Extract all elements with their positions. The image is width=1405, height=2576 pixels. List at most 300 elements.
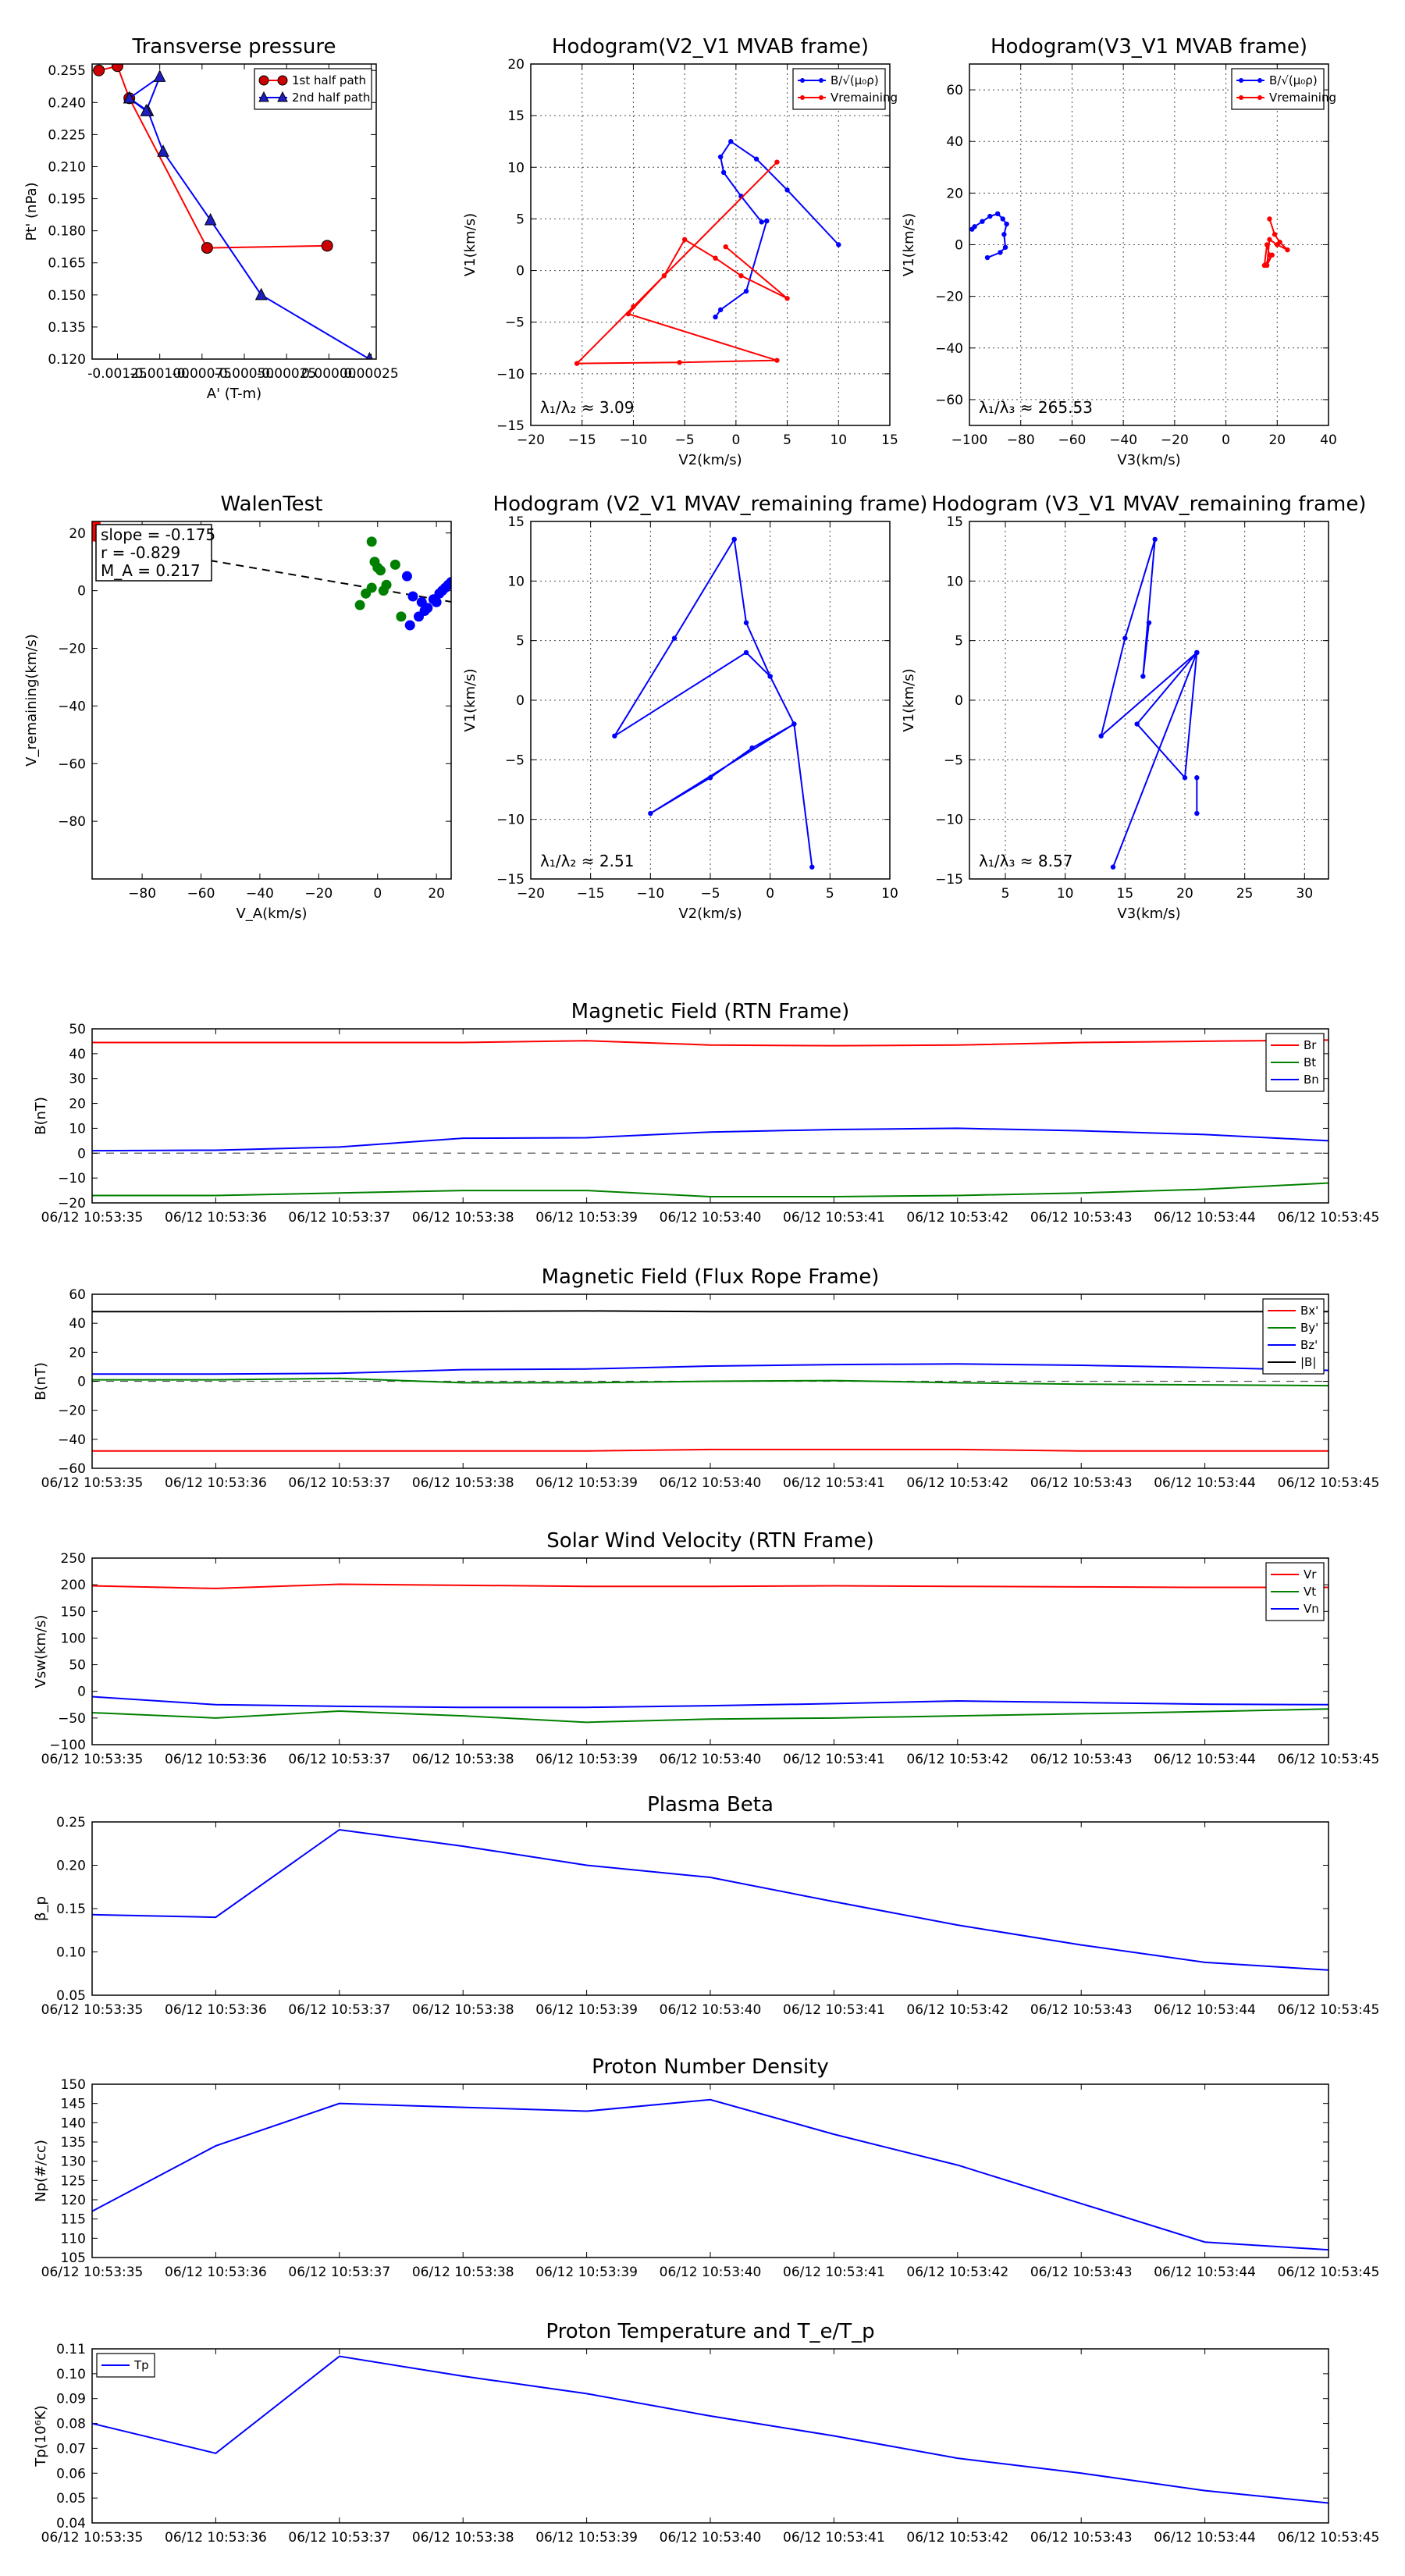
x-tick-label: 06/12 10:53:39 xyxy=(535,1210,638,1226)
ratio-annotation: λ₁/λ₂ ≈ 3.09 xyxy=(540,398,635,417)
legend-marker xyxy=(1257,95,1262,100)
series-line-Bn xyxy=(92,1128,1329,1151)
y-tick-label: −10 xyxy=(935,812,963,828)
stats-line: r = -0.829 xyxy=(101,543,181,562)
x-tick-label: 06/12 10:53:45 xyxy=(1277,1210,1380,1226)
series-line-0 xyxy=(92,2100,1329,2250)
y-tick-label: −20 xyxy=(935,289,963,305)
x-tick-label: 06/12 10:53:44 xyxy=(1154,1752,1256,1767)
data-point xyxy=(724,244,728,249)
data-point xyxy=(432,597,442,607)
x-tick-label: 06/12 10:53:38 xyxy=(411,1752,514,1767)
x-tick-label: 06/12 10:53:43 xyxy=(1030,1752,1133,1767)
x-tick-label: 06/12 10:53:37 xyxy=(288,2530,391,2546)
ratio-annotation: λ₁/λ₂ ≈ 2.51 xyxy=(540,852,635,870)
x-tick-label: 06/12 10:53:39 xyxy=(535,2265,638,2280)
y-axis-label: Np(#/cc) xyxy=(33,2140,49,2202)
x-tick-label: 06/12 10:53:44 xyxy=(1154,1475,1256,1491)
series-line-By' xyxy=(92,1379,1329,1386)
chart-h3 xyxy=(462,493,927,922)
plot-frame xyxy=(92,2084,1329,2258)
series-line-Bz' xyxy=(92,1364,1329,1374)
x-tick-label: 06/12 10:53:37 xyxy=(288,2002,391,2018)
y-axis-label: V1(km/s) xyxy=(462,668,478,732)
chart-mrtn xyxy=(33,1000,1379,1226)
chart-tpp xyxy=(33,2320,1379,2546)
x-axis-label: V3(km/s) xyxy=(1117,452,1181,468)
chart-title: WalenTest xyxy=(220,493,323,516)
legend-label: Br xyxy=(1304,1038,1317,1052)
data-point xyxy=(764,219,769,223)
x-tick-label: -0.00025 xyxy=(256,366,317,382)
y-tick-label: 0.10 xyxy=(56,1944,86,1961)
x-tick-label: -0.00050 xyxy=(214,366,275,382)
y-axis-label: Pt' (nPa) xyxy=(23,182,40,241)
stats-line: slope = -0.175 xyxy=(101,525,216,544)
x-tick-label: 20 xyxy=(1176,886,1193,902)
x-tick-label: 06/12 10:53:38 xyxy=(411,2530,514,2546)
data-point xyxy=(574,361,579,365)
y-tick-label: −60 xyxy=(58,1461,86,1477)
series-line-Vt xyxy=(92,1709,1329,1722)
y-tick-label: 140 xyxy=(60,2115,86,2132)
chart-title: Proton Temperature and T_e/T_p xyxy=(546,2320,875,2343)
legend xyxy=(97,2354,155,2377)
legend-label: Vn xyxy=(1304,1602,1319,1616)
x-tick-label: 0 xyxy=(731,432,741,448)
x-tick-label: 06/12 10:53:43 xyxy=(1030,2265,1133,2280)
legend-label: Bt xyxy=(1304,1055,1317,1069)
data-point xyxy=(774,159,779,164)
x-tick-label: 15 xyxy=(881,432,898,448)
legend-label: 1st half path xyxy=(292,73,367,87)
x-tick-label: 0 xyxy=(1222,432,1230,448)
series-line-Bx' xyxy=(92,1450,1329,1451)
data-point xyxy=(767,674,772,678)
y-tick-label: 200 xyxy=(60,1578,86,1594)
data-point xyxy=(402,571,412,582)
legend-label: Vremaining xyxy=(831,91,898,105)
y-tick-label: −60 xyxy=(58,756,86,773)
y-axis-label: V1(km/s) xyxy=(462,212,478,277)
y-tick-label: −15 xyxy=(496,418,525,434)
series-line-0 xyxy=(92,1830,1329,1970)
data-point xyxy=(1267,237,1272,242)
x-tick-label: −100 xyxy=(951,432,988,448)
x-tick-label: 0 xyxy=(766,886,775,902)
chart-title: Solar Wind Velocity (RTN Frame) xyxy=(546,1529,874,1553)
y-tick-label: 15 xyxy=(946,514,963,530)
x-tick-label: 06/12 10:53:42 xyxy=(906,1210,1009,1226)
legend-label: Vremaining xyxy=(1269,91,1337,105)
y-tick-label: 100 xyxy=(60,1631,86,1647)
x-tick-label: 06/12 10:53:42 xyxy=(906,2002,1009,2018)
x-tick-label: 06/12 10:53:40 xyxy=(659,1210,762,1226)
data-point xyxy=(1194,650,1199,655)
x-tick-label: 06/12 10:53:40 xyxy=(659,2530,762,2546)
x-tick-label: 06/12 10:53:45 xyxy=(1277,1475,1380,1491)
x-tick-label: 06/12 10:53:44 xyxy=(1154,2002,1256,2018)
x-tick-label: −20 xyxy=(517,886,545,902)
y-tick-label: −20 xyxy=(58,1403,86,1419)
y-tick-label: 5 xyxy=(516,633,525,649)
series-line-Bt xyxy=(92,1183,1329,1197)
x-tick-label: 06/12 10:53:35 xyxy=(41,2002,144,2018)
legend xyxy=(1263,1299,1324,1374)
x-tick-label: 06/12 10:53:45 xyxy=(1277,2265,1380,2280)
y-tick-label: 0.20 xyxy=(56,1858,86,1874)
data-point xyxy=(731,537,736,542)
x-tick-label: 06/12 10:53:41 xyxy=(783,1210,885,1226)
data-point xyxy=(631,304,635,309)
chart-vsw xyxy=(33,1529,1379,1767)
y-tick-label: −40 xyxy=(58,699,86,715)
x-tick-label: −10 xyxy=(619,432,648,448)
y-tick-label: 0 xyxy=(77,1374,86,1390)
chart-walen xyxy=(23,493,457,922)
x-tick-label: 06/12 10:53:37 xyxy=(288,1210,391,1226)
y-tick-label: 40 xyxy=(69,1316,86,1332)
x-tick-label: 06/12 10:53:44 xyxy=(1154,2530,1256,2546)
y-tick-label: −10 xyxy=(58,1171,86,1187)
data-point xyxy=(396,611,406,621)
x-tick-label: 40 xyxy=(1320,432,1337,448)
x-tick-label: 06/12 10:53:40 xyxy=(659,1752,762,1767)
y-tick-label: 30 xyxy=(69,1071,86,1087)
chart-title: Hodogram(V2_V1 MVAB frame) xyxy=(551,35,870,59)
legend-label: Bn xyxy=(1304,1073,1319,1087)
legend-label: 2nd half path xyxy=(292,91,371,105)
data-point xyxy=(774,358,779,362)
x-tick-label: −40 xyxy=(1109,432,1138,448)
y-tick-label: −15 xyxy=(935,872,963,888)
data-point xyxy=(158,145,169,156)
y-axis-label: V1(km/s) xyxy=(901,668,917,732)
data-point xyxy=(1275,242,1279,247)
chart-np xyxy=(33,2055,1379,2280)
x-tick-label: 06/12 10:53:43 xyxy=(1030,2530,1133,2546)
y-tick-label: 0 xyxy=(77,1684,86,1700)
chart-title: Hodogram(V3_V1 MVAB frame) xyxy=(990,35,1308,59)
plot-frame xyxy=(531,64,890,425)
y-tick-label: 20 xyxy=(69,1096,86,1112)
y-tick-label: 120 xyxy=(60,2193,86,2208)
y-tick-label: −20 xyxy=(58,1196,86,1212)
x-axis-label: V2(km/s) xyxy=(678,452,742,468)
x-tick-label: 06/12 10:53:43 xyxy=(1030,2002,1133,2018)
data-point xyxy=(1194,811,1199,816)
chart-beta xyxy=(33,1793,1379,2018)
x-tick-label: −5 xyxy=(700,886,720,902)
legend-marker xyxy=(1239,95,1243,100)
chart-title: Plasma Beta xyxy=(647,1793,774,1816)
data-point xyxy=(1267,216,1272,221)
y-tick-label: 0.150 xyxy=(48,287,86,304)
x-tick-label: 06/12 10:53:41 xyxy=(783,1752,885,1767)
y-tick-label: 125 xyxy=(60,2173,86,2190)
legend xyxy=(793,69,898,109)
x-tick-label: 06/12 10:53:37 xyxy=(288,1752,391,1767)
x-tick-label: 06/12 10:53:36 xyxy=(165,1475,267,1491)
x-tick-label: −20 xyxy=(1160,432,1189,448)
y-tick-label: 0.09 xyxy=(56,2391,86,2407)
x-tick-label: 5 xyxy=(825,886,834,902)
data-point xyxy=(677,360,681,365)
series-line-Vremaining xyxy=(577,162,787,364)
chart-title: Proton Number Density xyxy=(592,2055,829,2079)
x-tick-label: 06/12 10:53:39 xyxy=(535,1752,638,1767)
y-tick-label: −40 xyxy=(935,340,963,357)
data-point xyxy=(759,219,764,224)
y-axis-label: Vsw(km/s) xyxy=(33,1614,49,1688)
x-tick-label: 06/12 10:53:44 xyxy=(1154,1210,1256,1226)
y-tick-label: 250 xyxy=(60,1551,86,1567)
x-tick-label: 06/12 10:53:35 xyxy=(41,1210,144,1226)
x-axis-label: V3(km/s) xyxy=(1117,906,1181,922)
y-tick-label: −10 xyxy=(496,366,525,382)
legend-marker xyxy=(800,95,805,100)
data-point xyxy=(1003,245,1008,250)
y-tick-label: 145 xyxy=(60,2096,86,2112)
data-point xyxy=(995,212,1000,216)
chart-h1 xyxy=(462,35,898,468)
x-tick-label: −60 xyxy=(1058,432,1087,448)
y-tick-label: 60 xyxy=(69,1287,86,1303)
x-tick-label: −60 xyxy=(187,886,215,902)
data-point xyxy=(998,250,1002,254)
y-tick-label: 0.165 xyxy=(48,255,86,272)
x-tick-label: 06/12 10:53:39 xyxy=(535,2002,638,2018)
legend-marker xyxy=(1257,78,1262,83)
data-point xyxy=(744,289,749,294)
x-tick-label: −40 xyxy=(245,886,274,902)
y-tick-label: 15 xyxy=(507,514,525,530)
x-tick-label: 06/12 10:53:41 xyxy=(783,2265,885,2280)
data-point xyxy=(372,563,382,573)
y-axis-label: β_p xyxy=(33,1896,49,1921)
data-point xyxy=(405,620,415,630)
x-tick-label: 06/12 10:53:41 xyxy=(783,2002,885,2018)
x-tick-label: 10 xyxy=(1056,886,1074,902)
data-point xyxy=(1285,247,1289,252)
x-tick-label: 5 xyxy=(783,432,791,448)
legend xyxy=(254,69,372,109)
data-point xyxy=(112,61,123,72)
x-tick-label: 06/12 10:53:43 xyxy=(1030,1210,1133,1226)
data-point xyxy=(809,865,814,870)
plot-frame xyxy=(92,1822,1329,1995)
y-tick-label: 5 xyxy=(955,633,963,649)
chart-title: Transverse pressure xyxy=(132,35,336,59)
x-tick-label: 0 xyxy=(373,886,382,902)
x-tick-label: 06/12 10:53:41 xyxy=(783,2530,885,2546)
data-point xyxy=(718,155,723,159)
x-tick-label: 06/12 10:53:44 xyxy=(1154,2265,1256,2280)
x-tick-label: 06/12 10:53:36 xyxy=(165,2265,267,2280)
x-tick-label: 06/12 10:53:41 xyxy=(783,1475,885,1491)
y-axis-label: V_remaining(km/s) xyxy=(23,634,40,767)
data-point xyxy=(672,635,677,640)
series-line-Br xyxy=(92,1040,1329,1045)
y-axis-label: Tp(10⁶K) xyxy=(33,2405,49,2467)
data-point xyxy=(721,170,726,175)
x-tick-label: −5 xyxy=(674,432,695,448)
plot-frame xyxy=(92,1029,1329,1203)
chart-h2 xyxy=(901,35,1337,468)
x-tick-label: 06/12 10:53:37 xyxy=(288,1475,391,1491)
x-tick-label: 06/12 10:53:42 xyxy=(906,1752,1009,1767)
x-tick-label: −80 xyxy=(1006,432,1035,448)
y-tick-label: 40 xyxy=(946,134,963,151)
y-tick-label: 110 xyxy=(60,2231,86,2247)
plot-frame xyxy=(92,2349,1329,2523)
data-point xyxy=(407,592,418,602)
data-point xyxy=(969,226,974,231)
series-line-Tp xyxy=(92,2357,1329,2503)
series-line-Vn xyxy=(92,1697,1329,1708)
y-tick-label: 0.06 xyxy=(56,2466,86,2482)
data-point xyxy=(612,734,617,738)
series-line-0 xyxy=(614,539,812,867)
x-tick-label: 06/12 10:53:45 xyxy=(1277,2002,1380,2018)
data-point xyxy=(1262,263,1267,268)
x-tick-label: 06/12 10:53:40 xyxy=(659,2265,762,2280)
y-tick-label: 20 xyxy=(507,57,525,73)
series-line-Vr xyxy=(92,1584,1329,1588)
y-tick-label: 20 xyxy=(69,1345,86,1361)
y-tick-label: 10 xyxy=(69,1121,86,1137)
y-tick-label: 0.120 xyxy=(48,352,86,368)
x-tick-label: -0.00125 xyxy=(87,366,148,382)
x-tick-label: 15 xyxy=(1116,886,1134,902)
data-layer xyxy=(92,2357,1329,2503)
data-point xyxy=(708,775,713,780)
x-tick-label: 06/12 10:53:43 xyxy=(1030,1475,1133,1491)
data-layer xyxy=(92,1040,1329,1197)
chart-title: Magnetic Field (RTN Frame) xyxy=(571,1000,850,1023)
legend-label: Vt xyxy=(1304,1585,1317,1599)
data-point xyxy=(1111,865,1115,870)
y-tick-label: −5 xyxy=(504,315,525,331)
x-tick-label: 0.00025 xyxy=(343,366,399,382)
y-tick-label: 50 xyxy=(69,1022,86,1037)
y-tick-label: 105 xyxy=(60,2250,86,2266)
data-point xyxy=(1267,253,1272,258)
data-layer xyxy=(969,212,1290,269)
data-point xyxy=(355,600,365,610)
data-point xyxy=(718,308,723,312)
data-point xyxy=(1264,242,1269,247)
y-tick-label: 0.05 xyxy=(56,2491,86,2507)
x-tick-label: 10 xyxy=(881,886,898,902)
x-axis-label: V2(km/s) xyxy=(678,906,742,922)
x-tick-label: 06/12 10:53:38 xyxy=(411,2002,514,2018)
y-tick-label: −50 xyxy=(58,1710,86,1727)
data-point xyxy=(648,811,653,816)
y-tick-label: −100 xyxy=(49,1738,86,1753)
y-tick-label: 0.240 xyxy=(48,95,86,112)
x-tick-label: 06/12 10:53:37 xyxy=(288,2265,391,2280)
y-tick-label: 0.10 xyxy=(56,2366,86,2382)
legend-label: Bz' xyxy=(1300,1338,1318,1352)
data-point xyxy=(784,296,789,301)
x-tick-label: 06/12 10:53:42 xyxy=(906,1475,1009,1491)
y-tick-label: −20 xyxy=(58,641,86,657)
x-tick-label: −20 xyxy=(304,886,333,902)
x-tick-label: 06/12 10:53:39 xyxy=(535,2530,638,2546)
y-tick-label: 150 xyxy=(60,1604,86,1621)
y-axis-label: B(nT) xyxy=(33,1362,49,1400)
x-tick-label: 06/12 10:53:45 xyxy=(1277,2530,1380,2546)
data-point xyxy=(626,311,631,316)
series-line-0 xyxy=(1101,539,1197,867)
data-point xyxy=(662,273,667,278)
series-line-Vremaining xyxy=(1264,219,1288,265)
data-point xyxy=(201,243,212,254)
x-tick-label: 06/12 10:53:38 xyxy=(411,2265,514,2280)
chart-title: Hodogram (V2_V1 MVAV_remaining frame) xyxy=(493,493,928,516)
y-tick-label: 135 xyxy=(60,2135,86,2151)
y-tick-label: 0 xyxy=(77,1146,86,1162)
y-tick-label: 0 xyxy=(955,693,963,709)
legend-marker xyxy=(259,76,269,85)
y-tick-label: 115 xyxy=(60,2211,86,2228)
x-tick-label: 06/12 10:53:42 xyxy=(906,2530,1009,2546)
x-tick-label: 06/12 10:53:35 xyxy=(41,1475,144,1491)
legend xyxy=(1266,1034,1324,1091)
x-tick-label: -0.00075 xyxy=(172,366,233,382)
x-tick-label: -0.00100 xyxy=(130,366,190,382)
x-axis-label: V_A(km/s) xyxy=(236,906,308,922)
y-tick-label: 0.05 xyxy=(56,1988,86,2004)
ratio-annotation: λ₁/λ₃ ≈ 8.57 xyxy=(979,852,1073,870)
data-point xyxy=(1134,721,1139,726)
chart-title: Hodogram (V3_V1 MVAV_remaining frame) xyxy=(931,493,1367,516)
y-tick-label: 5 xyxy=(516,212,525,228)
data-point xyxy=(713,315,717,319)
chart-h4 xyxy=(901,493,1366,922)
data-point xyxy=(987,214,992,219)
legend-marker xyxy=(278,76,287,85)
y-tick-label: 10 xyxy=(507,574,525,590)
y-tick-label: 0.15 xyxy=(56,1902,86,1917)
legend-marker xyxy=(819,78,823,83)
y-tick-label: 0.180 xyxy=(48,223,86,240)
legend-label: Bx' xyxy=(1300,1304,1319,1318)
data-point xyxy=(784,187,789,192)
legend xyxy=(1232,69,1336,109)
data-point xyxy=(420,606,430,616)
data-point xyxy=(364,353,375,364)
x-tick-label: 06/12 10:53:36 xyxy=(165,1752,267,1767)
x-tick-label: 06/12 10:53:40 xyxy=(659,2002,762,2018)
data-point xyxy=(1001,232,1006,237)
data-point xyxy=(155,70,165,81)
data-point xyxy=(713,255,717,260)
chart-title: Magnetic Field (Flux Rope Frame) xyxy=(541,1265,880,1289)
x-tick-label: 06/12 10:53:36 xyxy=(165,2530,267,2546)
y-tick-label: 0.255 xyxy=(48,63,86,80)
y-tick-label: 0.11 xyxy=(56,2342,86,2357)
y-tick-label: 60 xyxy=(946,83,963,99)
data-layer xyxy=(92,1584,1329,1722)
data-point xyxy=(749,745,754,750)
data-point xyxy=(1122,635,1127,640)
data-point xyxy=(791,721,796,726)
x-tick-label: 06/12 10:53:39 xyxy=(535,1475,638,1491)
data-point xyxy=(367,582,377,592)
x-tick-label: 06/12 10:53:40 xyxy=(659,1475,762,1491)
